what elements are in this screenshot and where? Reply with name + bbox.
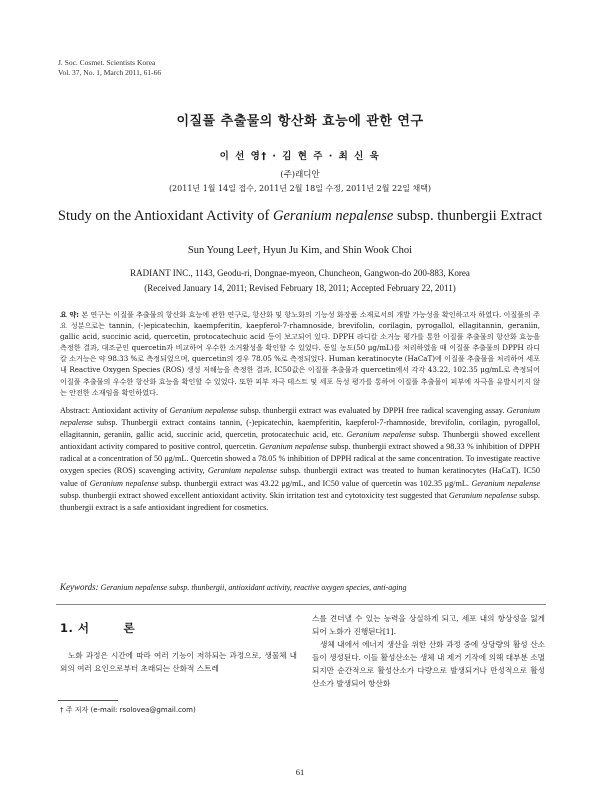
keywords-label: Keywords:	[60, 582, 99, 592]
body-paragraph: 노화 과정은 시간에 따라 여러 기능이 저하되는 과정으로, 생물체 내외의 여러 요인으로부터 초래되는 산화적 스트레	[60, 651, 297, 673]
korean-abstract	[60, 309, 540, 398]
abstract-text: subsp. thunbergii extract is a safe antioxidant ingredient for cosmetics.	[60, 490, 540, 512]
korean-abstract-label: 요 약:	[60, 310, 80, 319]
journal-name: J. Soc. Cosmet. Scientists Korea	[58, 58, 156, 67]
abstract-text: Abstract: Antioxidant activity of	[60, 406, 170, 415]
english-title-species: Geranium nepalense	[272, 208, 394, 224]
korean-authors: 이 선 영† · 김 현 주 · 최 신 욱	[219, 151, 381, 162]
page-number: 61	[295, 767, 305, 777]
abstract-species: Geranium nepalense	[448, 490, 518, 500]
english-title	[0, 208, 600, 225]
abstract-species: Geranium nepalense	[346, 430, 416, 440]
body-paragraph: 생체 내에서 에너지 생산을 위한 산화 과정 중에 상당량의 활성 산소들이 생성된다. 이들 활성산소는 생체 내 제거 기작에 의해 대부분 소멸되지만 순간적으로 활성산소가 다량으로 발생되거나 만성적으로 활성산소가 발생되어 항산화	[312, 640, 545, 688]
english-abstract	[60, 405, 540, 514]
journal-header	[58, 58, 161, 78]
keywords	[60, 582, 540, 592]
abstract-species: Geranium nepalense	[89, 478, 159, 488]
body-paragraph: 스를 견더낼 수 있는 능력을 상실하게 되고, 세포 내의 항상성을 잃게 되어 노화가 진행된다[1].	[312, 614, 545, 636]
journal-issue: Vol. 37, No. 1, March 2011, 61-66	[58, 68, 162, 77]
body-left-column	[60, 649, 297, 675]
korean-abstract-text: 본 연구는 이질풀 추출물의 항산화 효능에 관한 연구로, 항산화 및 항노화의 기능성 화장품 소재로서의 개발 가능성을 확인하고자 하였다. 이질풀의 주요 성분으로는 tannin, (-)epicatechin, kaempferitin, kaepferol-7-rhamnoside, brevifolin, corilagin, pyrogallol, ellagitannin, geraniin, gallic acid, succinic acid, quercetin, protocatechuic acid 등이 보고되어 있다. DPPH 라디칼 소거능 평가를 통한 이질풀 추출물의 항산화 효능을 측정한 결과, 대조군인 quercetin과 비교하여 우수한 소거활성을 확인할 수 있었다. 동일 농도(50 μg/mL)를 처리하였을 때 이질풀 추출물의 DPPH 라디칼 소거능은 약 98.33 %로 측정되었으며, quercetin의 경우 78.05 %로 측정되었다. Human keratinocyte (HaCaT)에 이질풀 추출물을 처리하여 세포 내 Reactive Oxygen Species (ROS) 생성 저해능을 측정한 결과, IC50값은 이질풀 추출물과 quercetin에서 각각 43.22, 102.35 μg/mL로 측정되어 이질풀 추출물의 우수한 항산화 효능을 확인할 수 있었다. 또한 피부 자극 테스트 및 세포 독성 평가를 통하여 이질풀 추출물이 피부에 자극을 유발시키지 않는 안전한 소재임을 확인하였다.	[60, 310, 540, 397]
english-dates: (Received January 14, 2011; Revised February 18, 2011; Accepted February 22, 2011)	[144, 283, 456, 293]
english-title-pre: Study on the Antioxidant Activity of	[57, 208, 273, 224]
footnote-divider	[58, 700, 118, 701]
english-affiliation: RADIANT INC., 1143, Geodu-ri, Dongnae-myeon, Chuncheon, Gangwon-do 200-883, Korea	[130, 268, 470, 278]
korean-title: 이질풀 추출물의 항산화 효능에 관한 연구	[176, 114, 424, 129]
abstract-text: subsp. thunbergii extract was evaluated by DPPH free radical scavenging assay.	[237, 406, 507, 415]
english-title-post: subsp. thunbergii Extract	[393, 208, 543, 224]
section-number: 1. 서	[60, 621, 90, 635]
section-heading	[60, 620, 135, 636]
abstract-species: Geranium nepalense	[169, 406, 238, 415]
keywords-text: Geranium nepalense subsp. thunbergii, antioxidant activity, reactive oxygen species, anti-aging	[98, 583, 407, 592]
section-divider	[56, 604, 546, 605]
abstract-text: subsp. Thunbergii extract contains tannin, (-)epicatechin, kaempferitin, kaepferol-7-rhamnoside, brevifolin, corilagin, pyrogallol, ellagitannin, geraniin, gallic acid, succinic acid, quercetin, protocatechuic acid, etc.	[60, 418, 540, 440]
footnote: † 주 저자 (e-mail: rsolovea@gmail.com)	[60, 706, 196, 714]
abstract-text: subsp. thunbergii extract was 43.22 μg/mL, and IC50 value of quercetin was 102.35 μg/mL.	[158, 478, 472, 488]
abstract-text: subsp. thunbergii extract was treated to human keratinocytes (HaCaT). IC50 value of	[60, 466, 540, 488]
body-right-column	[312, 612, 545, 690]
abstract-species: Geranium nepalense	[471, 478, 540, 488]
korean-dates: (2011년 1월 14일 접수, 2011년 2월 18일 수정, 2011년 2월 22일 채택)	[168, 184, 432, 193]
abstract-text: subsp. Thunbergii showed excellent antioxidant activity compared to positive control, quercetin.	[60, 430, 540, 452]
abstract-text: subsp. thunbergii extract showed a 98.33 % inhibition of DPPH radical at a concentration of 50 μg/mL. Quercetin showed a 78.05 % inhibition of DPPH radical at the same concentration. To investigate reactive oxygen species (ROS) scavenging activity,	[60, 442, 540, 476]
section-title: 론	[123, 621, 136, 635]
korean-affiliation: (주)래디안	[280, 170, 320, 180]
abstract-species: Geranium nepalense	[259, 442, 328, 452]
english-authors: Sun Young Lee†, Hyun Ju Kim, and Shin Wook Choi	[187, 245, 413, 256]
abstract-text: subsp. thunbergii extract showed excellent antioxidant activity. Skin irritation test and cytotoxicity test suggested that	[60, 490, 449, 500]
abstract-species: Geranium nepalense	[60, 406, 540, 428]
abstract-species: Geranium nepalense	[207, 466, 277, 476]
